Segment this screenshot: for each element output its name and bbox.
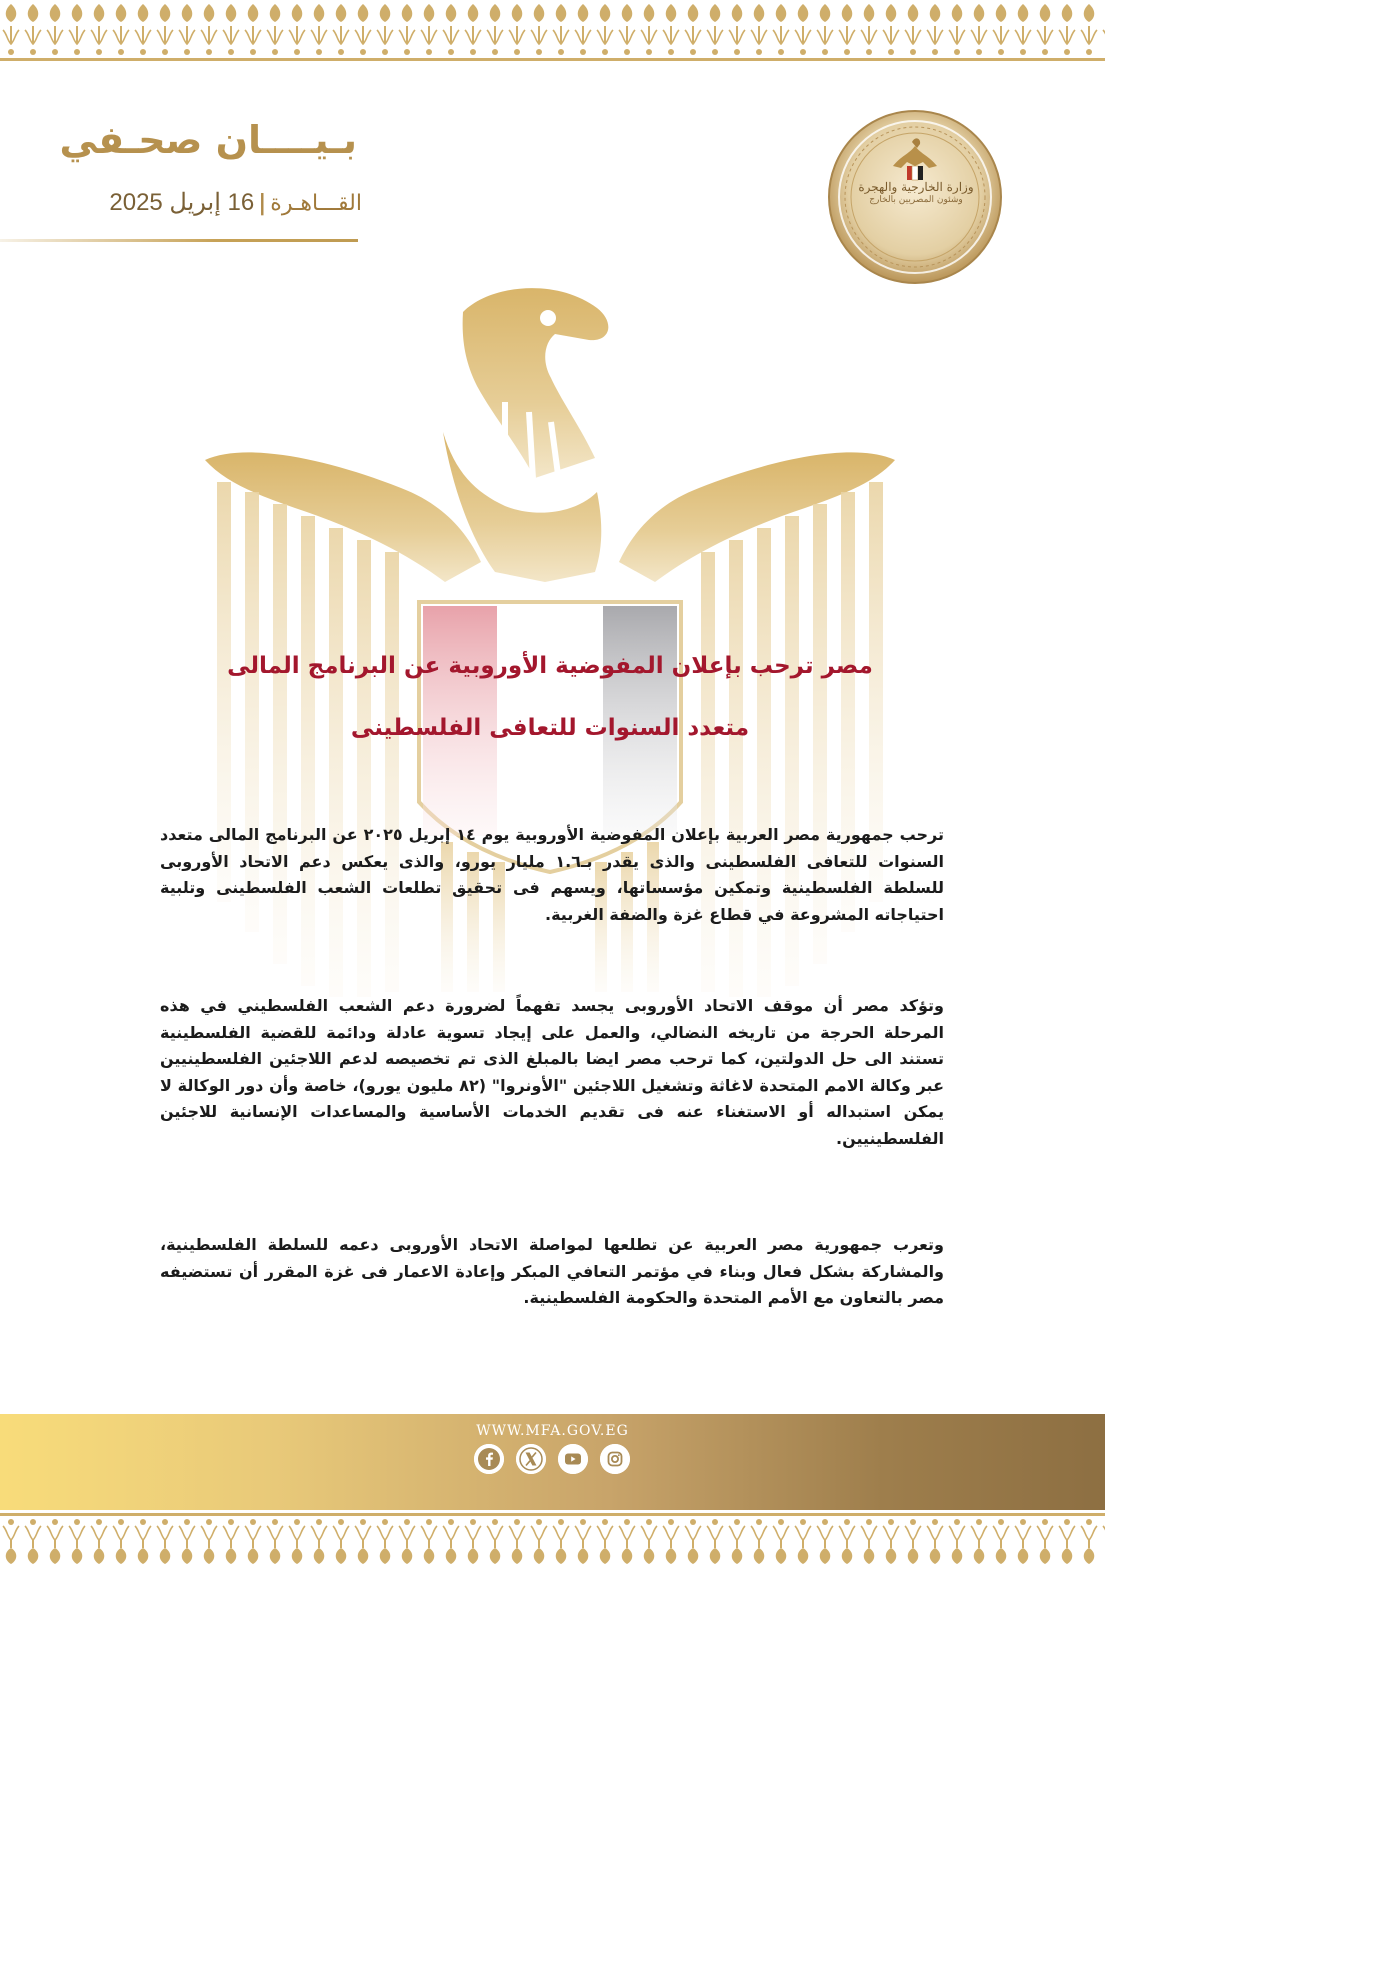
paragraph-2: وتؤكد مصر أن موقف الاتحاد الأوروبى يجسد تفهماً لضرورة دعم الشعب الفلسطيني في هذه المرحلة الحرجة من تاريخه النضالي، والعمل على إيجاد تسوية عادلة ودائمة للقضية الفلسطينية تستند الى حل الدولتين، كما ترحب مصر ايضا بالمبلغ الذى تم تخصيصه لدعم اللاجئين الفلسطينيين عبر وكالة الامم المتحدة لاغاثة وتشغيل اللاجئين "الأونروا" (٨٢ مليون يورو)، خاصة وأن دور الوكالة لا يمكن استبداله أو الاستغناء عنه فى تقديم الخدمات الأساسية والمساعدات الإنسانية للاجئين الفلسطينيين. [160, 996, 944, 1148]
website-link[interactable]: WWW.MFA.GOV.EG [476, 1423, 629, 1439]
header-divider [0, 239, 358, 242]
instagram-icon[interactable] [600, 1444, 630, 1474]
seal-line-2: وشئون المصريين بالخارج [869, 195, 963, 205]
facebook-icon[interactable] [474, 1444, 504, 1474]
top-ornament-border [0, 0, 1105, 64]
dateline-separator: | [258, 191, 267, 216]
seal-caption [856, 181, 976, 207]
youtube-icon[interactable] [558, 1444, 588, 1474]
dateline-city: القـــاهـرة [270, 191, 362, 216]
seal-line-1: وزارة الخارجية والهجرة [858, 180, 974, 194]
press-release-title: بـيــــان صحـفي [59, 118, 357, 162]
dateline-date: 16 إبريل 2025 [109, 189, 255, 216]
headline-line-1: مصر ترحب بإعلان المفوضية الأوروبية عن البرنامج المالى [227, 653, 873, 679]
bottom-ornament-border [0, 1510, 1105, 1567]
social-icons [474, 1444, 634, 1478]
x-icon[interactable] [516, 1444, 546, 1474]
paragraph-1: ترحب جمهورية مصر العربية بإعلان المفوضية الأوروبية يوم ١٤ إبريل ٢٠٢٥ عن البرنامج المالى متعدد السنوات للتعافى الفلسطينى والذى يقدر بـ١.٦ مليار يورو، والذى يعكس دعم الاتحاد الأوروبى للسلطة الفلسطينية وتمكين مؤسساتها، ويسهم فى تحقيق تطلعات الشعب الفلسطينى وتلبية احتياجاته المشروعة في قطاع غزة والضفة الغربية. [160, 825, 945, 924]
dateline [90, 188, 362, 217]
paragraph-3: وتعرب جمهورية مصر العربية عن تطلعها لمواصلة الاتحاد الأوروبى دعمه للسلطة الفلسطينية، والمشاركة بشكل فعال وبناء في مؤتمر التعافي المبكر وإعادة الاعمار فى غزة المقرر أن تستضيفه مصر بالتعاون مع الأمم المتحدة والحكومة الفلسطينية. [160, 1235, 944, 1307]
headline-line-2: متعدد السنوات للتعافى الفلسطينى [350, 715, 750, 741]
